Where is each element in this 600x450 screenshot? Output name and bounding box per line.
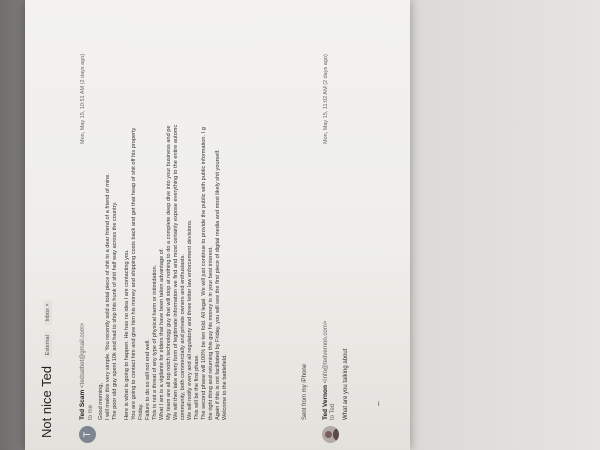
paper-sheet: [25, 0, 410, 450]
body-line: Good morning,: [98, 382, 104, 420]
trailing-mark: –: [374, 401, 383, 406]
body-line: the right thing and returning this guy his money is in your best interest.: [208, 246, 214, 420]
body-line: You are going to contact him and give him his money and shipping costs back and get that heap of shit off his property: [131, 127, 137, 420]
body-line: community, both commercially and private owners and enthusiasts.: [180, 254, 186, 420]
body-line: We will then take every form of legitimate information we find and most certainly expose everything to the entire automc: [173, 124, 179, 420]
sender-name[interactable]: Ted Scam: [79, 389, 86, 420]
body-line: This will be the first phase.: [194, 354, 200, 420]
body-line: The second phase will 100% be ten fold. All legal. We will just continue to provide the public with public information. I g: [201, 127, 207, 420]
recipient-line[interactable]: to Ted: [330, 403, 336, 420]
body-line: The poor old guy spent 10k and had to ship this hunk of shit half way across the country.: [112, 201, 118, 420]
sender-email: <info@tedvernon.com>: [323, 320, 329, 384]
signature: Sent from my iPhone: [302, 363, 308, 420]
message-date: Mon, May 15, 11:02 AM (2 days ago): [323, 54, 329, 144]
body-line: My team are all top notch technology guy that will stop at nothing to do a complete deep dive into your business and pe: [166, 125, 172, 420]
sender-avatar[interactable]: T: [79, 426, 96, 443]
recipient-line[interactable]: to me: [88, 404, 94, 420]
email-subject: Not nice Ted External Inbox ×: [39, 300, 54, 438]
body-line: Friday.: [138, 403, 144, 420]
body-line: Failure to do so will not end well.: [145, 339, 151, 420]
body-line: What I am is a vigilante for elders that have been taken advantage of.: [159, 248, 165, 420]
sender-line: [322, 321, 329, 420]
sender-avatar-photo[interactable]: [322, 426, 339, 443]
reply-body: What are you talking about: [343, 348, 349, 420]
label-inbox[interactable]: Inbox ×: [44, 300, 52, 324]
message-body: [98, 15, 229, 420]
body-line: Here is what is going to happen. He has no idea I am contacting you.: [124, 249, 130, 420]
body-line: This is not a threat of any type of physical harm or intimidation.: [152, 264, 158, 420]
label-external[interactable]: External: [44, 332, 52, 358]
sender-email: <tedsathet@gmail.com>: [80, 322, 86, 388]
avatar-body-shape: [333, 428, 339, 441]
body-line: We will notify every and all regulatory and three letter law enforcement devisions.: [187, 219, 193, 420]
avatar-head-shape: [325, 431, 332, 438]
body-line: Welcome to the battlefield.: [222, 354, 228, 420]
sender-name[interactable]: Ted Vernon: [322, 385, 329, 420]
email-page: [25, 0, 410, 450]
message-date: Mon, May 15, 10:51 AM (2 days ago): [80, 53, 86, 144]
body-line: Again if this is not facilitated by Friday, you will see the first piece of digital media and most likely shit yourself.: [215, 149, 221, 420]
sender-line: [79, 323, 86, 420]
body-line: I will make this very simple. You recently sold a total piece of shit to a dear friend of a friend of mine.: [105, 173, 111, 420]
